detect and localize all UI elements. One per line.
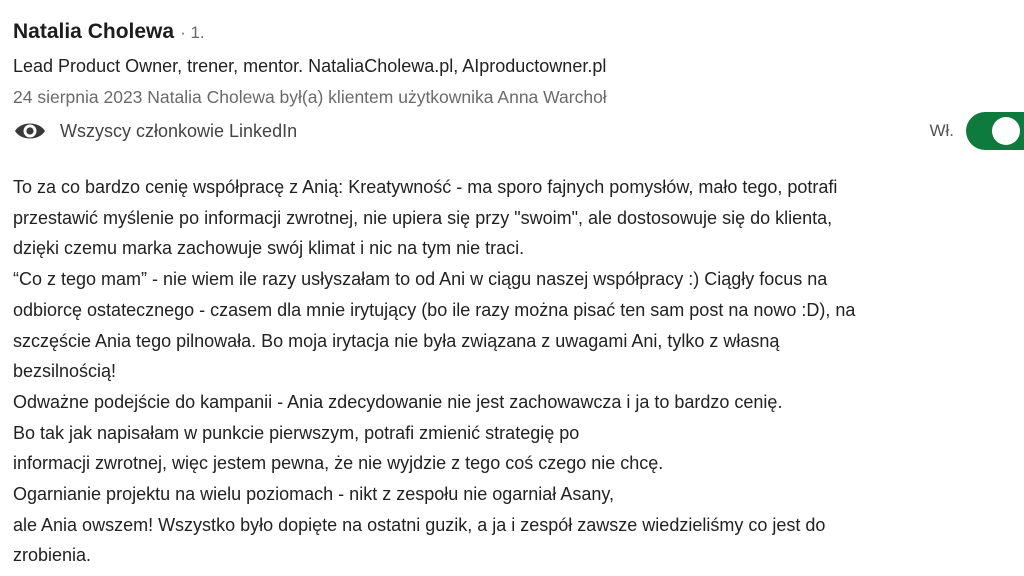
- text-line: Ogarnianie projektu na wielu poziomach - nikt z zespołu nie ogarniał Asany,: [13, 484, 615, 505]
- text-line: To za co bardzo cenię współpracę z Anią: Kreatywność - ma sporo fajnych pomysłów, mało tego, potrafi: [13, 177, 838, 197]
- text-line: odbiorcę ostatecznego - czasem dla mnie irytujący (bo ile razy można pisać ten sam post na nowo :D), na: [13, 299, 856, 320]
- recommendation-meta: 24 sierpnia 2023 Natalia Cholewa był(a) klientem użytkownika Anna Warchoł: [13, 87, 607, 107]
- text-line: Odważne podejście do kampanii - Ania zdecydowanie nie jest zachowawcza i ja to bardzo cenię.: [13, 391, 783, 412]
- visibility-toggle[interactable]: [966, 112, 1024, 150]
- eye-icon: [13, 118, 47, 144]
- text-line: Bo tak jak napisałam w punkcie pierwszym, potrafi zmienić strategię po: [13, 422, 580, 443]
- text-line: ale Ania owszem! Wszystko było dopięte na ostatni guzik, a ja i zespół zawsze wiedzieliśmy co jest do: [13, 514, 826, 535]
- toggle-label: Wł.: [929, 121, 954, 140]
- author-headline: Lead Product Owner, trener, mentor. NataliaCholewa.pl, AIproductowner.pl: [13, 56, 607, 76]
- text-line: informacji zwrotnej, więc jestem pewna, że nie wyjdzie z tego coś czego nie chcę.: [13, 453, 664, 474]
- author-row: [13, 20, 205, 44]
- text-line: zrobienia.: [13, 545, 92, 566]
- text-line: “Co z tego mam” - nie wiem ile razy usłyszałam to od Ani w ciągu naszej współpracy :) Ciągły focus na: [13, 269, 828, 290]
- author-name-link[interactable]: Natalia Cholewa: [13, 20, 175, 43]
- visibility-row: [13, 118, 297, 144]
- visibility-label: Wszyscy członkowie LinkedIn: [60, 120, 298, 141]
- text-line: dzięki czemu marka zachowuje swój klimat i nic na tym nie traci.: [13, 238, 525, 259]
- text-line: przestawić myślenie po informacji zwrotnej, nie upiera się przy "swoim", ale dostosowuje się do klienta,: [13, 207, 833, 228]
- visibility-toggle-group: [929, 112, 1024, 150]
- toggle-knob: [992, 117, 1020, 145]
- connection-degree: · 1.: [180, 23, 205, 42]
- recommendation-text: [13, 172, 1018, 571]
- text-line: bezsilnością!: [13, 361, 117, 382]
- text-line: szczęście Ania tego pilnowała. Bo moja irytacja nie była związana z uwagami Ani, tylko z własną: [13, 330, 780, 351]
